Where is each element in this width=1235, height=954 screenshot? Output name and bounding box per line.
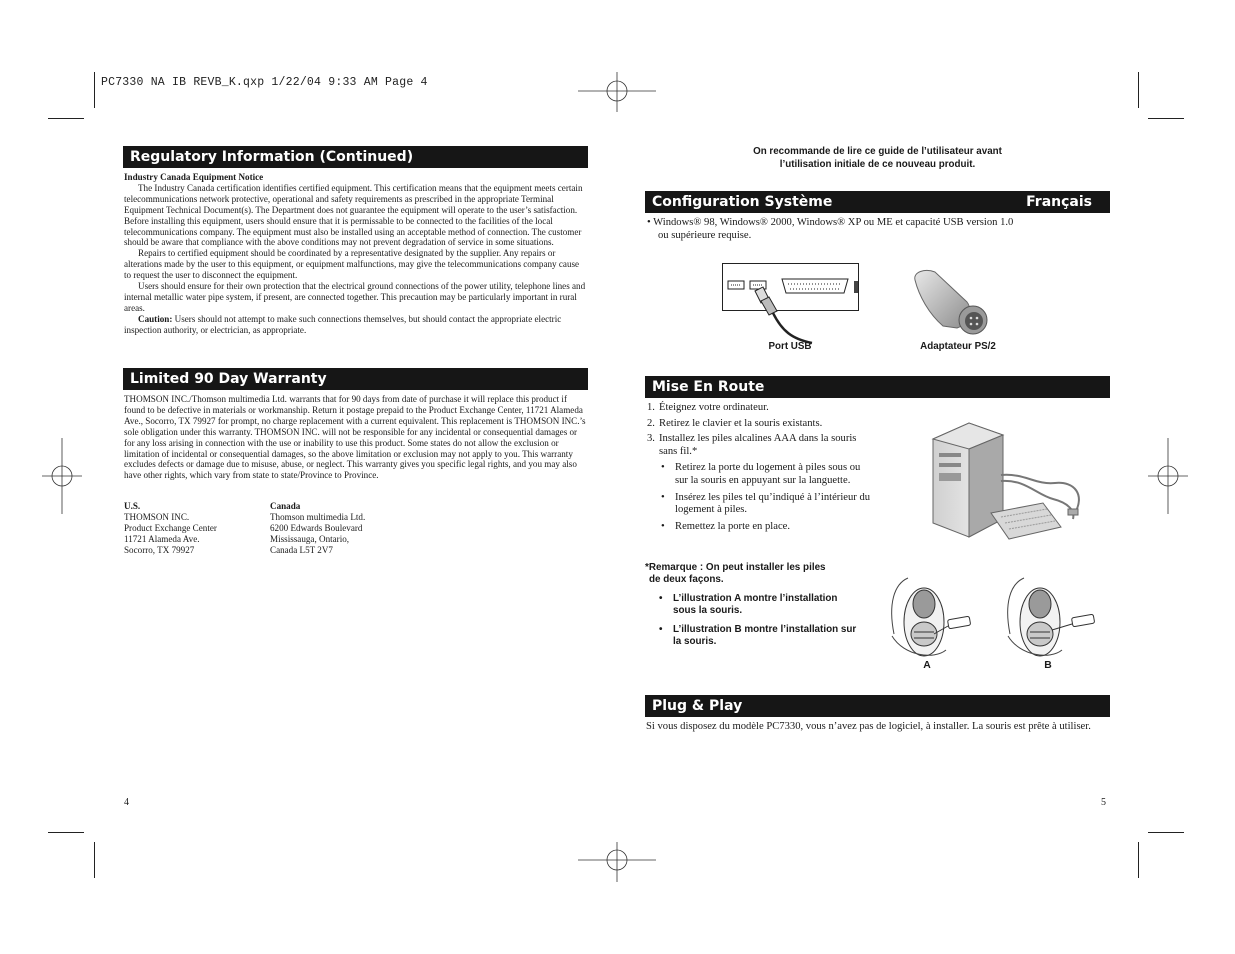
page-number-right: 5 (1101, 797, 1106, 808)
sub-bullet: • Retirez la porte du logement à piles sous ou sur la souris en appuyant sur la languette. (661, 462, 875, 487)
illustration-label-a: A (923, 660, 931, 671)
caution-paragraph (124, 314, 588, 336)
print-slug: PC7330 NA IB REVB_K.qxp 1/22/04 9:33 AM Page 4 (101, 76, 428, 89)
registration-mark-bottom (578, 842, 656, 882)
regulatory-paragraph-2: Repairs to certified equipment should be coordinated by a representative designated by the supplier. Any repairs or alterations made by the user to this equipment, or equipment malfunctions, may give the telecommunications company cause to request the user to disconnect the equipment. (124, 248, 580, 281)
step-text: Éteignez votre ordinateur. (659, 402, 769, 413)
address-line: Product Exchange Center (124, 522, 217, 533)
address-canada (270, 501, 430, 556)
computer-keyboard-illustration (925, 415, 1095, 545)
intro-note (645, 146, 1110, 171)
address-line: 11721 Alameda Ave. (124, 533, 200, 544)
intro-line: l’utilisation initiale de ce nouveau produit. (779, 158, 976, 170)
setup-sub-bullets (661, 462, 875, 533)
ps2-adapter-caption: Adaptateur PS/2 (920, 341, 996, 352)
address-us (124, 501, 264, 556)
setup-step: 1. Éteignez votre ordinateur. (647, 402, 769, 413)
setup-steps (647, 402, 877, 537)
note-bullet: • L’illustration B montre l’installation sur la souris. (659, 624, 859, 649)
caution-text: Users should not attempt to make such connections themselves, but should contact the appropriate electric inspection authority, or electrician, as appropriate. (124, 313, 562, 335)
config-heading (645, 191, 1110, 213)
address-line: THOMSON INC. (124, 511, 190, 522)
mouse-battery-illustration-a (884, 574, 989, 660)
regulatory-heading: Regulatory Information (Continued) (123, 146, 588, 168)
step-text: Installez les piles alcalines AAA dans la souris sans fil.* (659, 433, 857, 457)
battery-note (645, 562, 875, 652)
registration-mark-top (578, 72, 656, 112)
address-canada-label: Canada (270, 501, 301, 511)
regulatory-paragraph-3: Users should ensure for their own protection that the electrical ground connections of the power utility, telephone lines and internal metallic water pipe system, if present, are connected together. This precaution may be particularly important in rural areas. (124, 281, 586, 313)
mouse-battery-illustration-b (1000, 574, 1105, 660)
sub-bullet: • Remettez la porte en place. (661, 521, 875, 534)
plug-play-heading: Plug & Play (645, 695, 1110, 717)
config-requirements (647, 217, 1107, 242)
address-us-label: U.S. (124, 501, 141, 511)
note-line: de deux façons. (649, 574, 724, 586)
registration-mark-left (42, 438, 82, 514)
usb-port-illustration (722, 263, 860, 345)
notice-title: Industry Canada Equipment Notice (124, 172, 264, 182)
illustration-label-b: B (1044, 660, 1052, 671)
setup-heading: Mise En Route (645, 376, 1110, 398)
address-line: Mississauga, Ontario, (270, 533, 350, 544)
step-text: Retirez le clavier et la souris existants. (659, 417, 823, 429)
regulatory-body (124, 172, 588, 336)
address-line: Canada L5T 2V7 (270, 544, 333, 555)
warranty-heading: Limited 90 Day Warranty (123, 368, 588, 390)
config-heading-text: Configuration Système (652, 194, 833, 210)
note-bullet: • L’illustration A montre l’installation sous la souris. (659, 593, 859, 618)
caution-label: Caution: (138, 313, 173, 324)
config-bullet-text: Windows® 98, Windows® 2000, Windows® XP ou ME et capacité USB version 1.0 (653, 217, 1014, 228)
usb-port-caption: Port USB (768, 341, 812, 352)
address-line: 6200 Edwards Boulevard (270, 522, 363, 533)
setup-step: 2. Retirez le clavier et la souris existants. (647, 417, 823, 429)
registration-mark-right (1148, 438, 1188, 514)
setup-step: 3. Installez les piles alcalines AAA dans la souris sans fil.* (647, 433, 877, 458)
page-number-left: 4 (124, 797, 129, 808)
note-bullets (659, 593, 859, 649)
address-line: Socorro, TX 79927 (124, 544, 195, 555)
address-line: Thomson multimedia Ltd. (270, 511, 366, 522)
config-bullet-cont: ou supérieure requise. (658, 229, 752, 241)
regulatory-paragraph-1: The Industry Canada certification identifies certified equipment. This certification means that the equipment meets certain telecommunications network protective, operational and safety requirements as prescribed in the appropriate Terminal Equipment Technical Document(s). The Department does not guarantee the equipment will operate to the user’s satisfaction. Before installing this equipment, users should ensure that it is permissable to be connected to the facilities of the local telecommunications company. The equipment must also be installed using an acceptable method of connection. The customer should be aware that compliance with the above conditions may not prevent degradation of service in some situations. (124, 182, 583, 248)
ps2-adapter-illustration (905, 266, 995, 340)
plug-play-text: Si vous disposez du modèle PC7330, vous n’avez pas de logiciel, à installer. La souris est prête à utiliser. (646, 721, 1091, 732)
warranty-text: THOMSON INC./Thomson multimedia Ltd. warrants that for 90 days from date of purchase it will replace this product if found to be defective in materials or workmanship. Return it postage prepaid to the Product Exchange Center, 11721 Alameda Ave., Socorro, TX 79927 for prompt, no charge replacement with a current equivalent. This replacement is THOMSON INC.’s sole obligation under this warranty. THOMSON INC. will not be responsible for any incidental or consequential damages or for any loss arising in connection with the use or inability to use this product. Some states do not allow the exclusion or limitation of incidental or consequential damages, so the above limitation or exclusion may not apply to you. This warranty excludes defects or damage due to misuse, abuse, or neglect. This warranty gives you specific legal rights, and you may also have other rights, which vary from state to state/Province to Province. (124, 394, 586, 481)
config-bullet: • Windows® 98, Windows® 2000, Windows® XP ou ME et capacité USB version 1.0 (647, 217, 1014, 228)
note-line: *Remarque : On peut installer les piles (645, 562, 826, 573)
sub-bullet: • Insérez les piles tel qu’indiqué à l’intérieur du logement à piles. (661, 492, 875, 517)
language-label: Français (1026, 194, 1092, 210)
intro-line: On recommande de lire ce guide de l’utilisateur avant (753, 146, 1002, 157)
